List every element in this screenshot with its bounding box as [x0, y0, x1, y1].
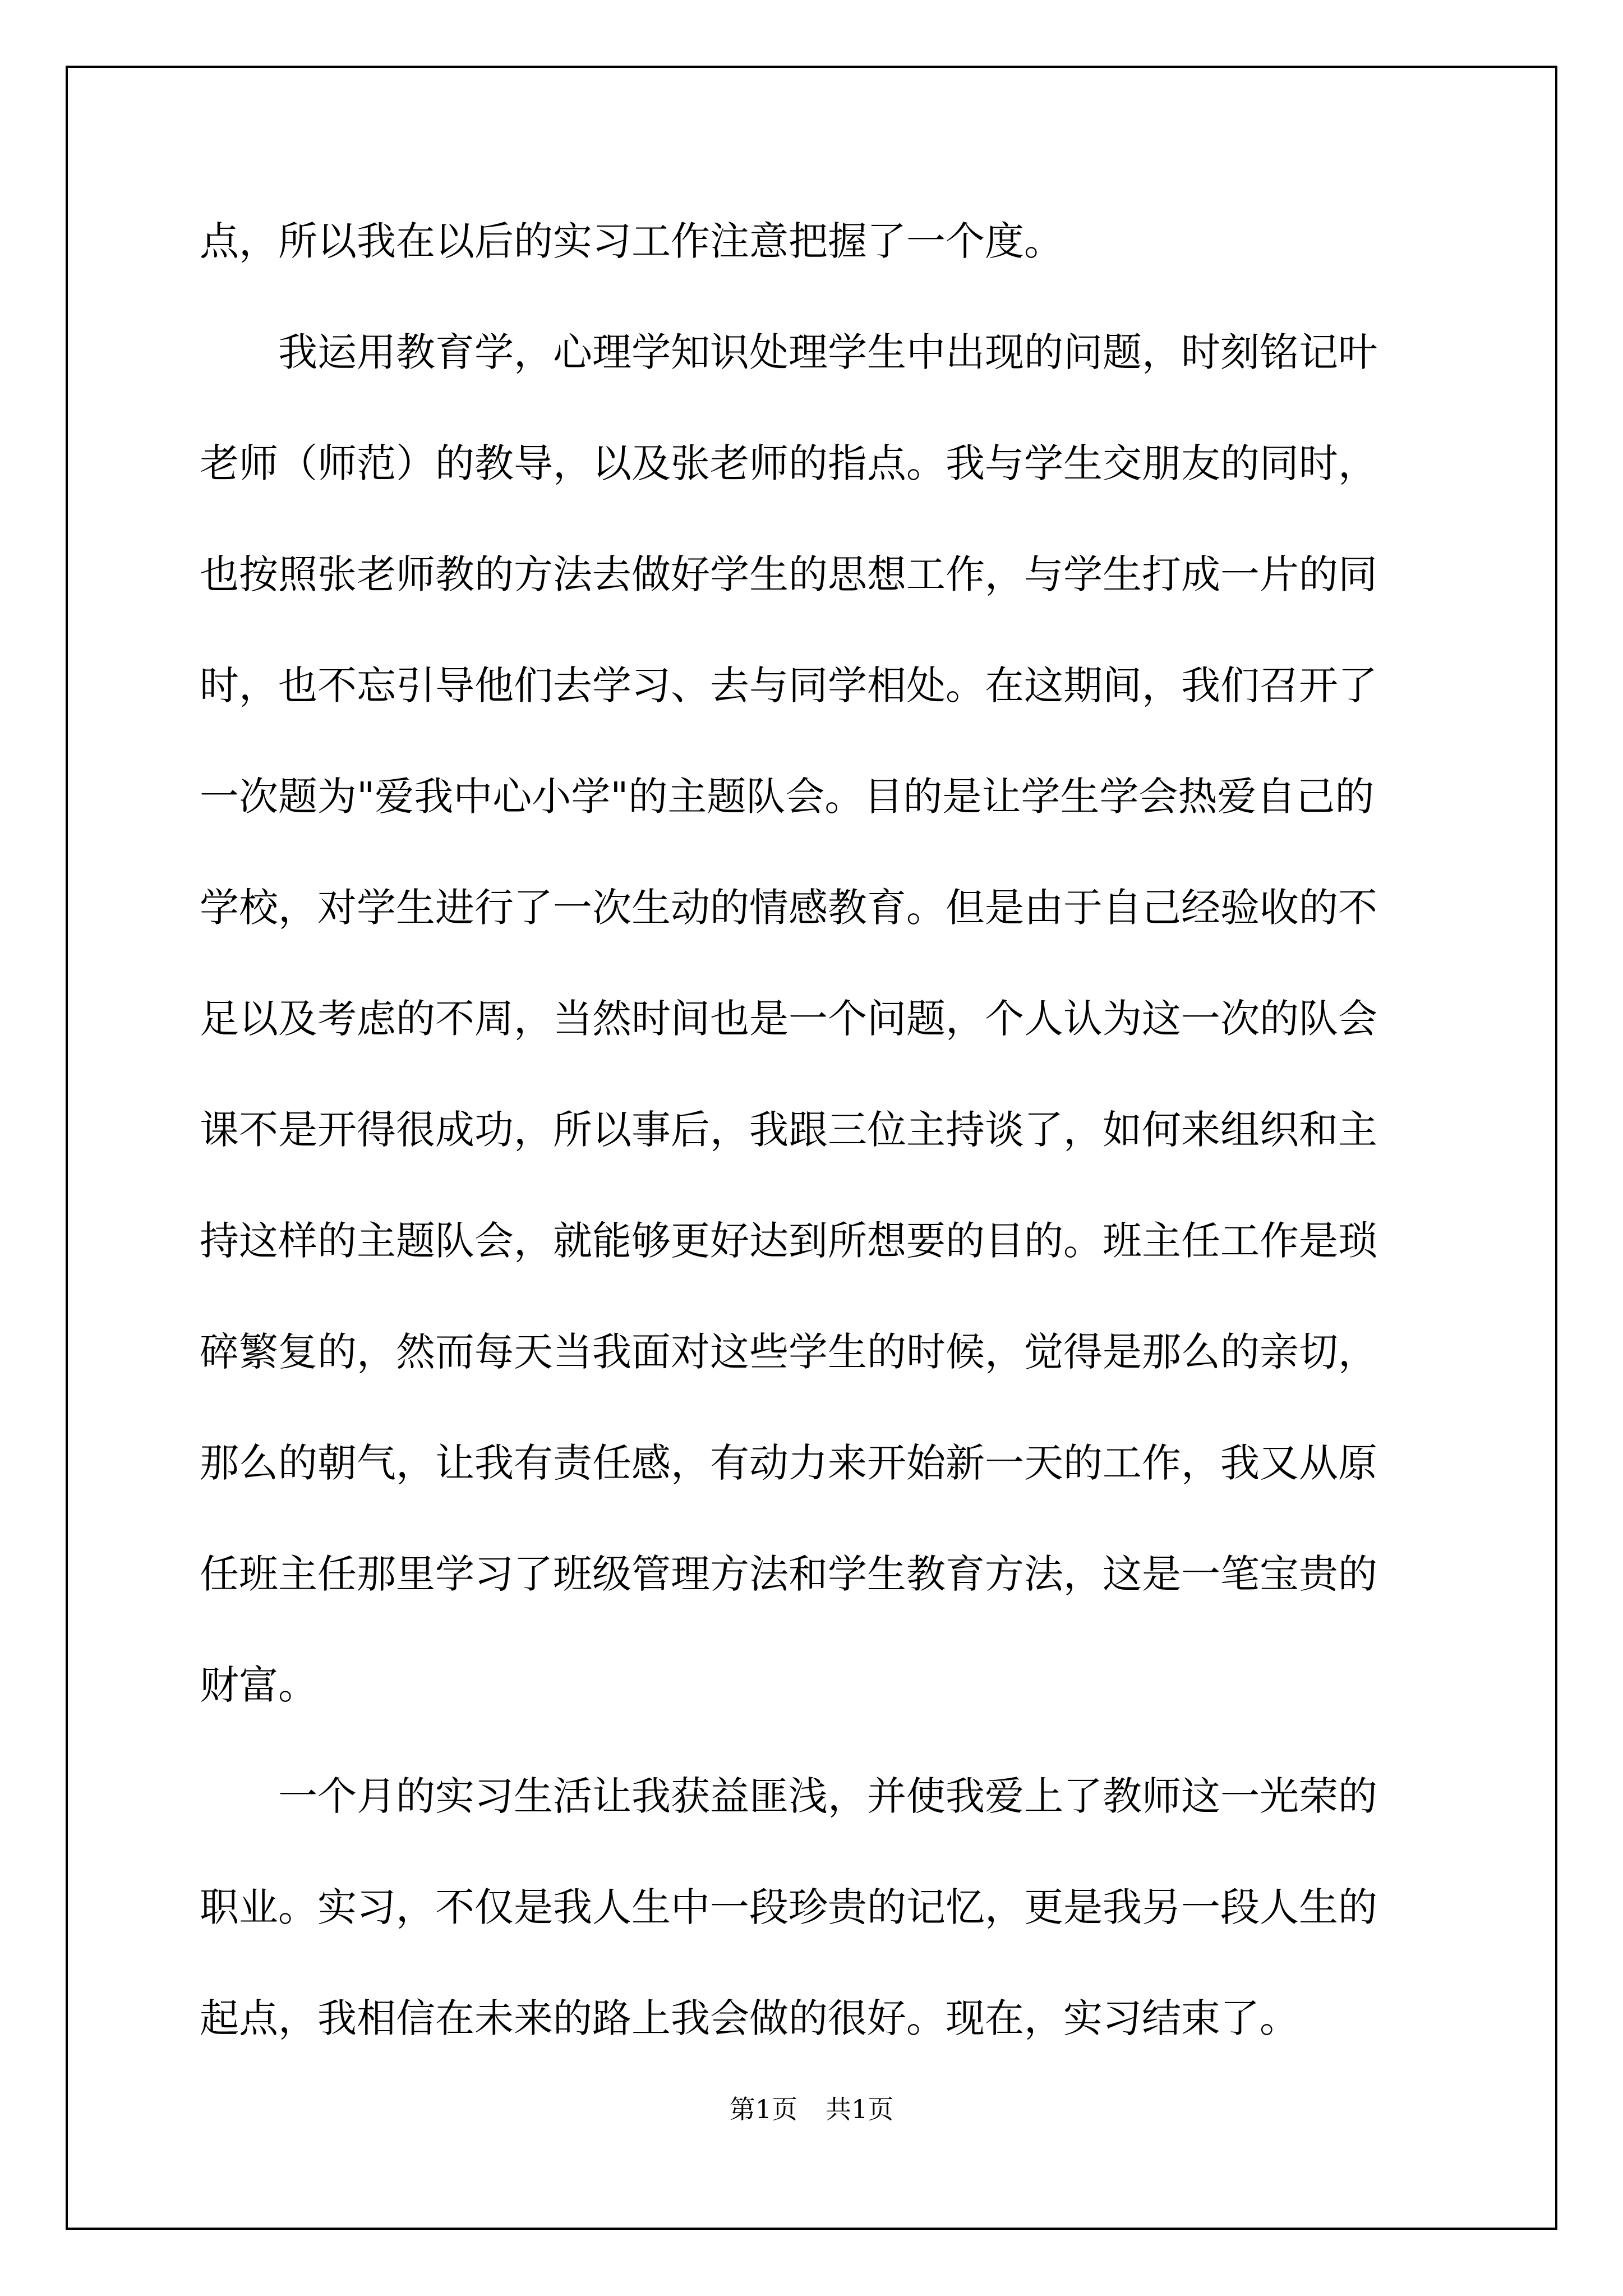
text-line: 我运用教育学，心理学知识处理学生中出现的问题，时刻铭记叶	[200, 329, 1377, 375]
text-line: 老师（师范）的教导，以及张老师的指点。我与学生交朋友的同时，	[200, 440, 1377, 486]
text-line: 也按照张老师教的方法去做好学生的思想工作，与学生打成一片的同	[200, 551, 1377, 597]
text-line: 足以及考虑的不周，当然时间也是一个问题，个人认为这一次的队会	[200, 996, 1377, 1042]
text-line: 那么的朝气，让我有责任感，有动力来开始新一天的工作，我又从原	[200, 1440, 1377, 1486]
document-body	[200, 213, 1428, 2101]
text-line: 一次题为"爱我中心小学"的主题队会。目的是让学生学会热爱自己的	[200, 774, 1375, 820]
text-line: 碎繁复的，然而每天当我面对这些学生的时候，觉得是那么的亲切，	[200, 1329, 1377, 1375]
text-line: 职业。实习，不仅是我人生中一段珍贵的记忆，更是我另一段人生的	[200, 1884, 1377, 1930]
text-line: 持这样的主题队会，就能够更好达到所想要的目的。班主任工作是琐	[200, 1218, 1377, 1264]
text-line: 一个月的实习生活让我获益匪浅，并使我爱上了教师这一光荣的	[200, 1773, 1377, 1819]
text-line: 时，也不忘引导他们去学习、去与同学相处。在这期间，我们召开了	[200, 662, 1377, 708]
page-footer	[0, 2092, 1623, 2126]
text-line: 任班主任那里学习了班级管理方法和学生教育方法，这是一笔宝贵的	[200, 1551, 1377, 1597]
text-line: 学校，对学生进行了一次生动的情感教育。但是由于自己经验收的不	[200, 885, 1377, 931]
text-line: 课不是开得很成功，所以事后，我跟三位主持谈了，如何来组织和主	[200, 1107, 1377, 1153]
text-line: 起点，我相信在未来的路上我会做的很好。现在，实习结束了。	[200, 1995, 1299, 2041]
text-line: 点，所以我在以后的实习工作注意把握了一个度。	[200, 218, 1063, 264]
text-line: 财富。	[200, 1662, 317, 1708]
page-number-current: 第1页	[729, 2094, 797, 2124]
page-number-total: 共1页	[826, 2094, 894, 2124]
